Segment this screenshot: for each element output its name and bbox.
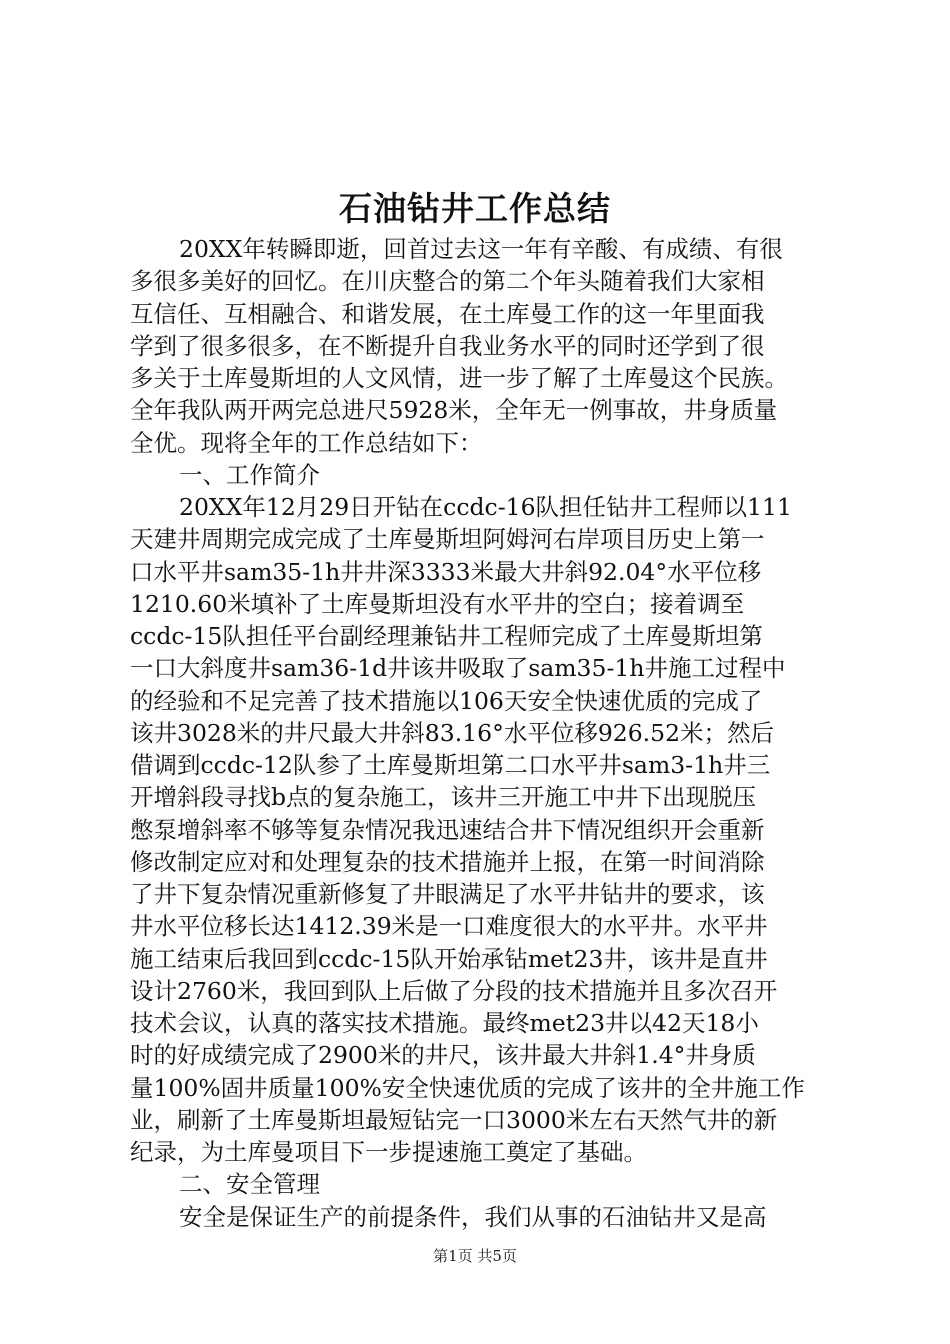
text-line: 一口大斜度井sam36-1d井该井吸取了sam35-1h井施工过程中 [130, 654, 786, 683]
page-footer: 第1页 共5页 [433, 1247, 517, 1265]
document-title: 石油钻井工作总结 [339, 189, 611, 228]
text-line: 了井下复杂情况重新修复了井眼满足了水平井钻井的要求，该 [130, 880, 765, 908]
text-line: ccdc-15队担任平台副经理兼钻井工程师完成了土库曼斯坦第 [130, 622, 763, 650]
text-line: 20XX年12月29日开钻在ccdc-16队担任钻井工程师以111 [179, 493, 792, 521]
text-line: 业，刷新了土库曼斯坦最短钻完一口3000米左右天然气井的新 [130, 1105, 778, 1134]
text-line: 该井3028米的井尺最大井斜83.16°水平位移926.52米；然后 [130, 718, 775, 747]
text-line: 纪录，为土库曼项目下一步提速施工奠定了基础。 [130, 1138, 647, 1166]
text-line: 借调到ccdc-12队参了土库曼斯坦第二口水平井sam3-1h井三 [130, 751, 771, 779]
text-line: 天建井周期完成完成了土库曼斯坦阿姆河右岸项目历史上第一 [130, 525, 765, 554]
text-line: 开增斜段寻找b点的复杂施工，该井三开施工中井下出现脱压 [130, 783, 757, 812]
text-line: 20XX年转瞬即逝，回首过去这一年有辛酸、有成绩、有很 [179, 235, 783, 263]
text-line: 多关于土库曼斯坦的人文风情，进一步了解了土库曼这个民族。 [130, 364, 788, 392]
text-line: 安全是保证生产的前提条件，我们从事的石油钻井又是高 [179, 1202, 767, 1231]
text-line: 技术会议，认真的落实技术措施。最终met23井以42天18小 [130, 1009, 759, 1037]
text-line: 学到了很多很多，在不断提升自我业务水平的同时还学到了很 [130, 331, 765, 360]
text-line: 时的好成绩完成了2900米的井尺，该井最大井斜1.4°井身质 [130, 1041, 756, 1070]
text-line: 憋泵增斜率不够等复杂情况我迅速结合井下情况组织开会重新 [130, 815, 765, 844]
text-line: 量100%固井质量100%安全快速优质的完成了该井的全井施工作 [130, 1073, 805, 1102]
text-line: 二、安全管理 [179, 1170, 320, 1199]
text-line: 口水平井sam35-1h井井深3333米最大井斜92.04°水平位移 [130, 557, 762, 586]
text-line: 井水平位移长达1412.39米是一口难度很大的水平井。水平井 [130, 912, 768, 941]
text-line: 一、工作简介 [179, 460, 320, 489]
text-line: 1210.60米填补了土库曼斯坦没有水平井的空白；接着调至 [130, 589, 745, 618]
document-body [130, 233, 830, 1233]
text-line: 设计2760米，我回到队上后做了分段的技术措施并且多次召开 [130, 976, 778, 1005]
text-line: 互信任、互相融合、和谐发展，在土库曼工作的这一年里面我 [130, 299, 765, 328]
text-line: 全优。现将全年的工作总结如下： [130, 428, 483, 457]
text-line: 全年我队两开两完总进尺5928米，全年无一例事故，井身质量 [130, 396, 778, 425]
text-line: 修改制定应对和处理复杂的技术措施并上报，在第一时间消除 [130, 847, 765, 876]
text-line: 的经验和不足完善了技术措施以106天安全快速优质的完成了 [130, 686, 763, 715]
text-line: 多很多美好的回忆。在川庆整合的第二个年头随着我们大家相 [130, 267, 765, 296]
text-line: 施工结束后我回到ccdc-15队开始承钻met23井，该井是直井 [130, 944, 768, 973]
